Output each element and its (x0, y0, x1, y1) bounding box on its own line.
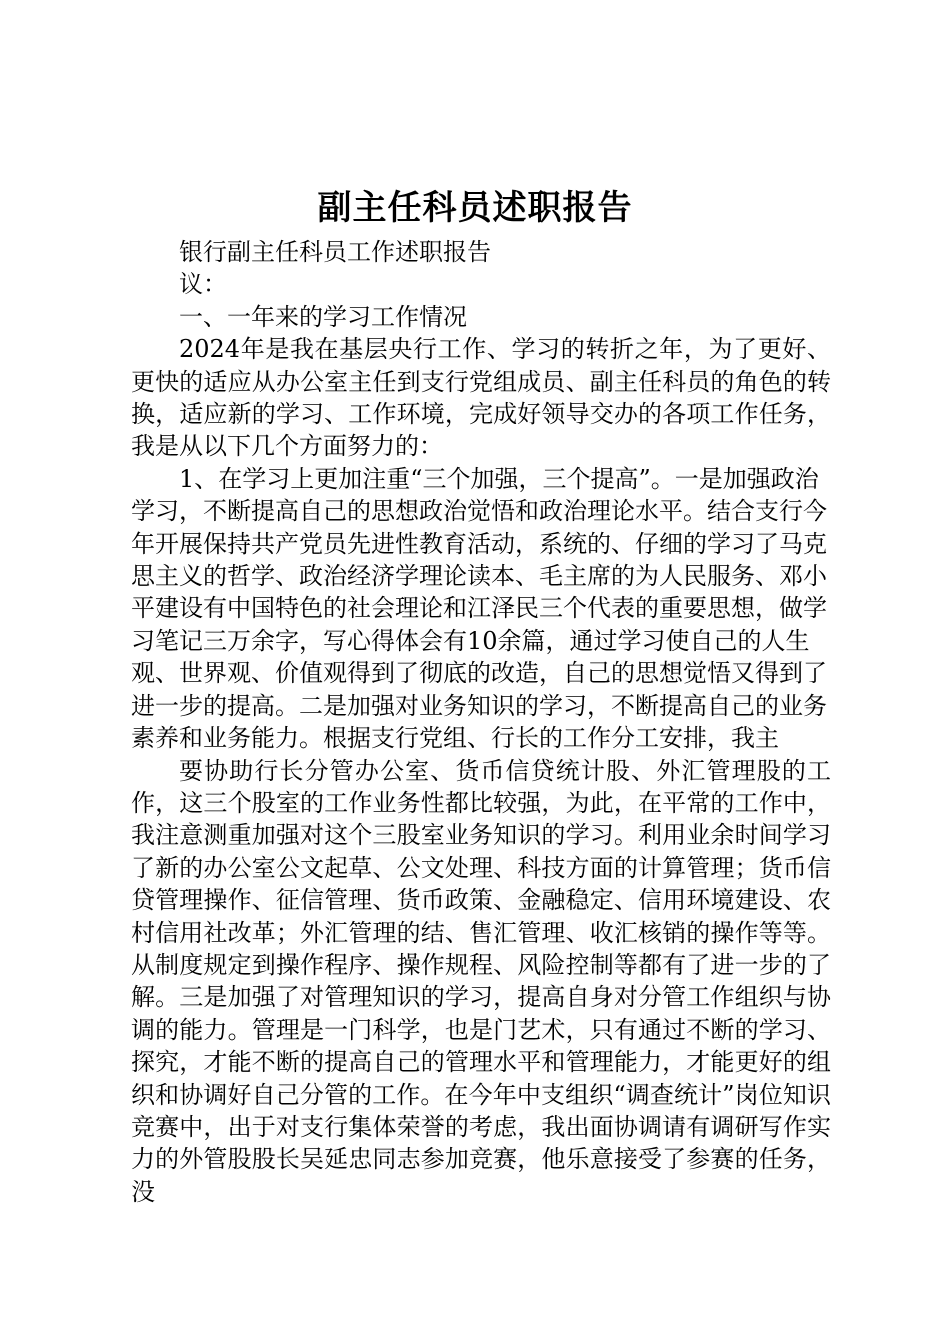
subtitle-paragraph: 银行副主任科员工作述职报告 (179, 238, 491, 266)
body-paragraph: 1、在学习上更加注重“三个加强，三个提高”。一是加强政治学习，不断提高自己的思想政治觉悟和政治理论水平。结合支行今年开展保持共产党员先进性教育活动，系统的、仔细的学习了马克思主义的哲学、政治经济学理论读本、毛主席的为人民服务、邓小平建设有中国特色的社会理论和江泽民三个代表的重要思想，做学习笔记三万余字，写心得体会有10余篇，通过学习使自己的人生观、世界观、价值观得到了彻底的改造，自己的思想觉悟又得到了进一步的提高。二是加强对业务知识的学习，不断提高自己的业务素养和业务能力。根据支行党组、行长的工作分工安排，我主 (131, 464, 827, 753)
salutation-paragraph: 议： (179, 270, 227, 299)
document-title: 副主任科员述职报告 (317, 188, 633, 228)
body-paragraph: 要协助行长分管办公室、货币信贷统计股、外汇管理股的工作，这三个股室的工作业务性都比较强，为此，在平常的工作中，我注意测重加强对这个三股室业务知识的学习。利用业余时间学习了新的办公室公文起草、公文处理、科技方面的计算管理；货币信贷管理操作、征信管理、货币政策、金融稳定、信用环境建设、农村信用社改革；外汇管理的结、售汇管理、收汇核销的操作等等。从制度规定到操作程序、操作规程、风险控制等都有了进一步的了解。三是加强了对管理知识的学习，提高自身对分管工作组织与协调的能力。管理是一门科学，也是门艺术，只有通过不断的学习、探究，才能不断的提高自己的管理水平和管理能力，才能更好的组织和协调好自己分管的工作。在今年中支组织“调查统计”岗位知识竞赛中，出于对支行集体荣誉的考虑，我出面协调请有调研写作实力的外管股股长吴延忠同志参加竞赛，他乐意接受了参赛的任务，没 (131, 756, 831, 1206)
body-paragraph: 2024年是我在基层央行工作、学习的转折之年，为了更好、更快的适应从办公室主任到支行党组成员、副主任科员的角色的转换，适应新的学习、工作环境，完成好领导交办的各项工作任务，我是从以下几个方面努力的： (131, 335, 831, 461)
document-body (131, 236, 831, 1208)
section-heading: 一、一年来的学习工作情况 (179, 302, 467, 331)
